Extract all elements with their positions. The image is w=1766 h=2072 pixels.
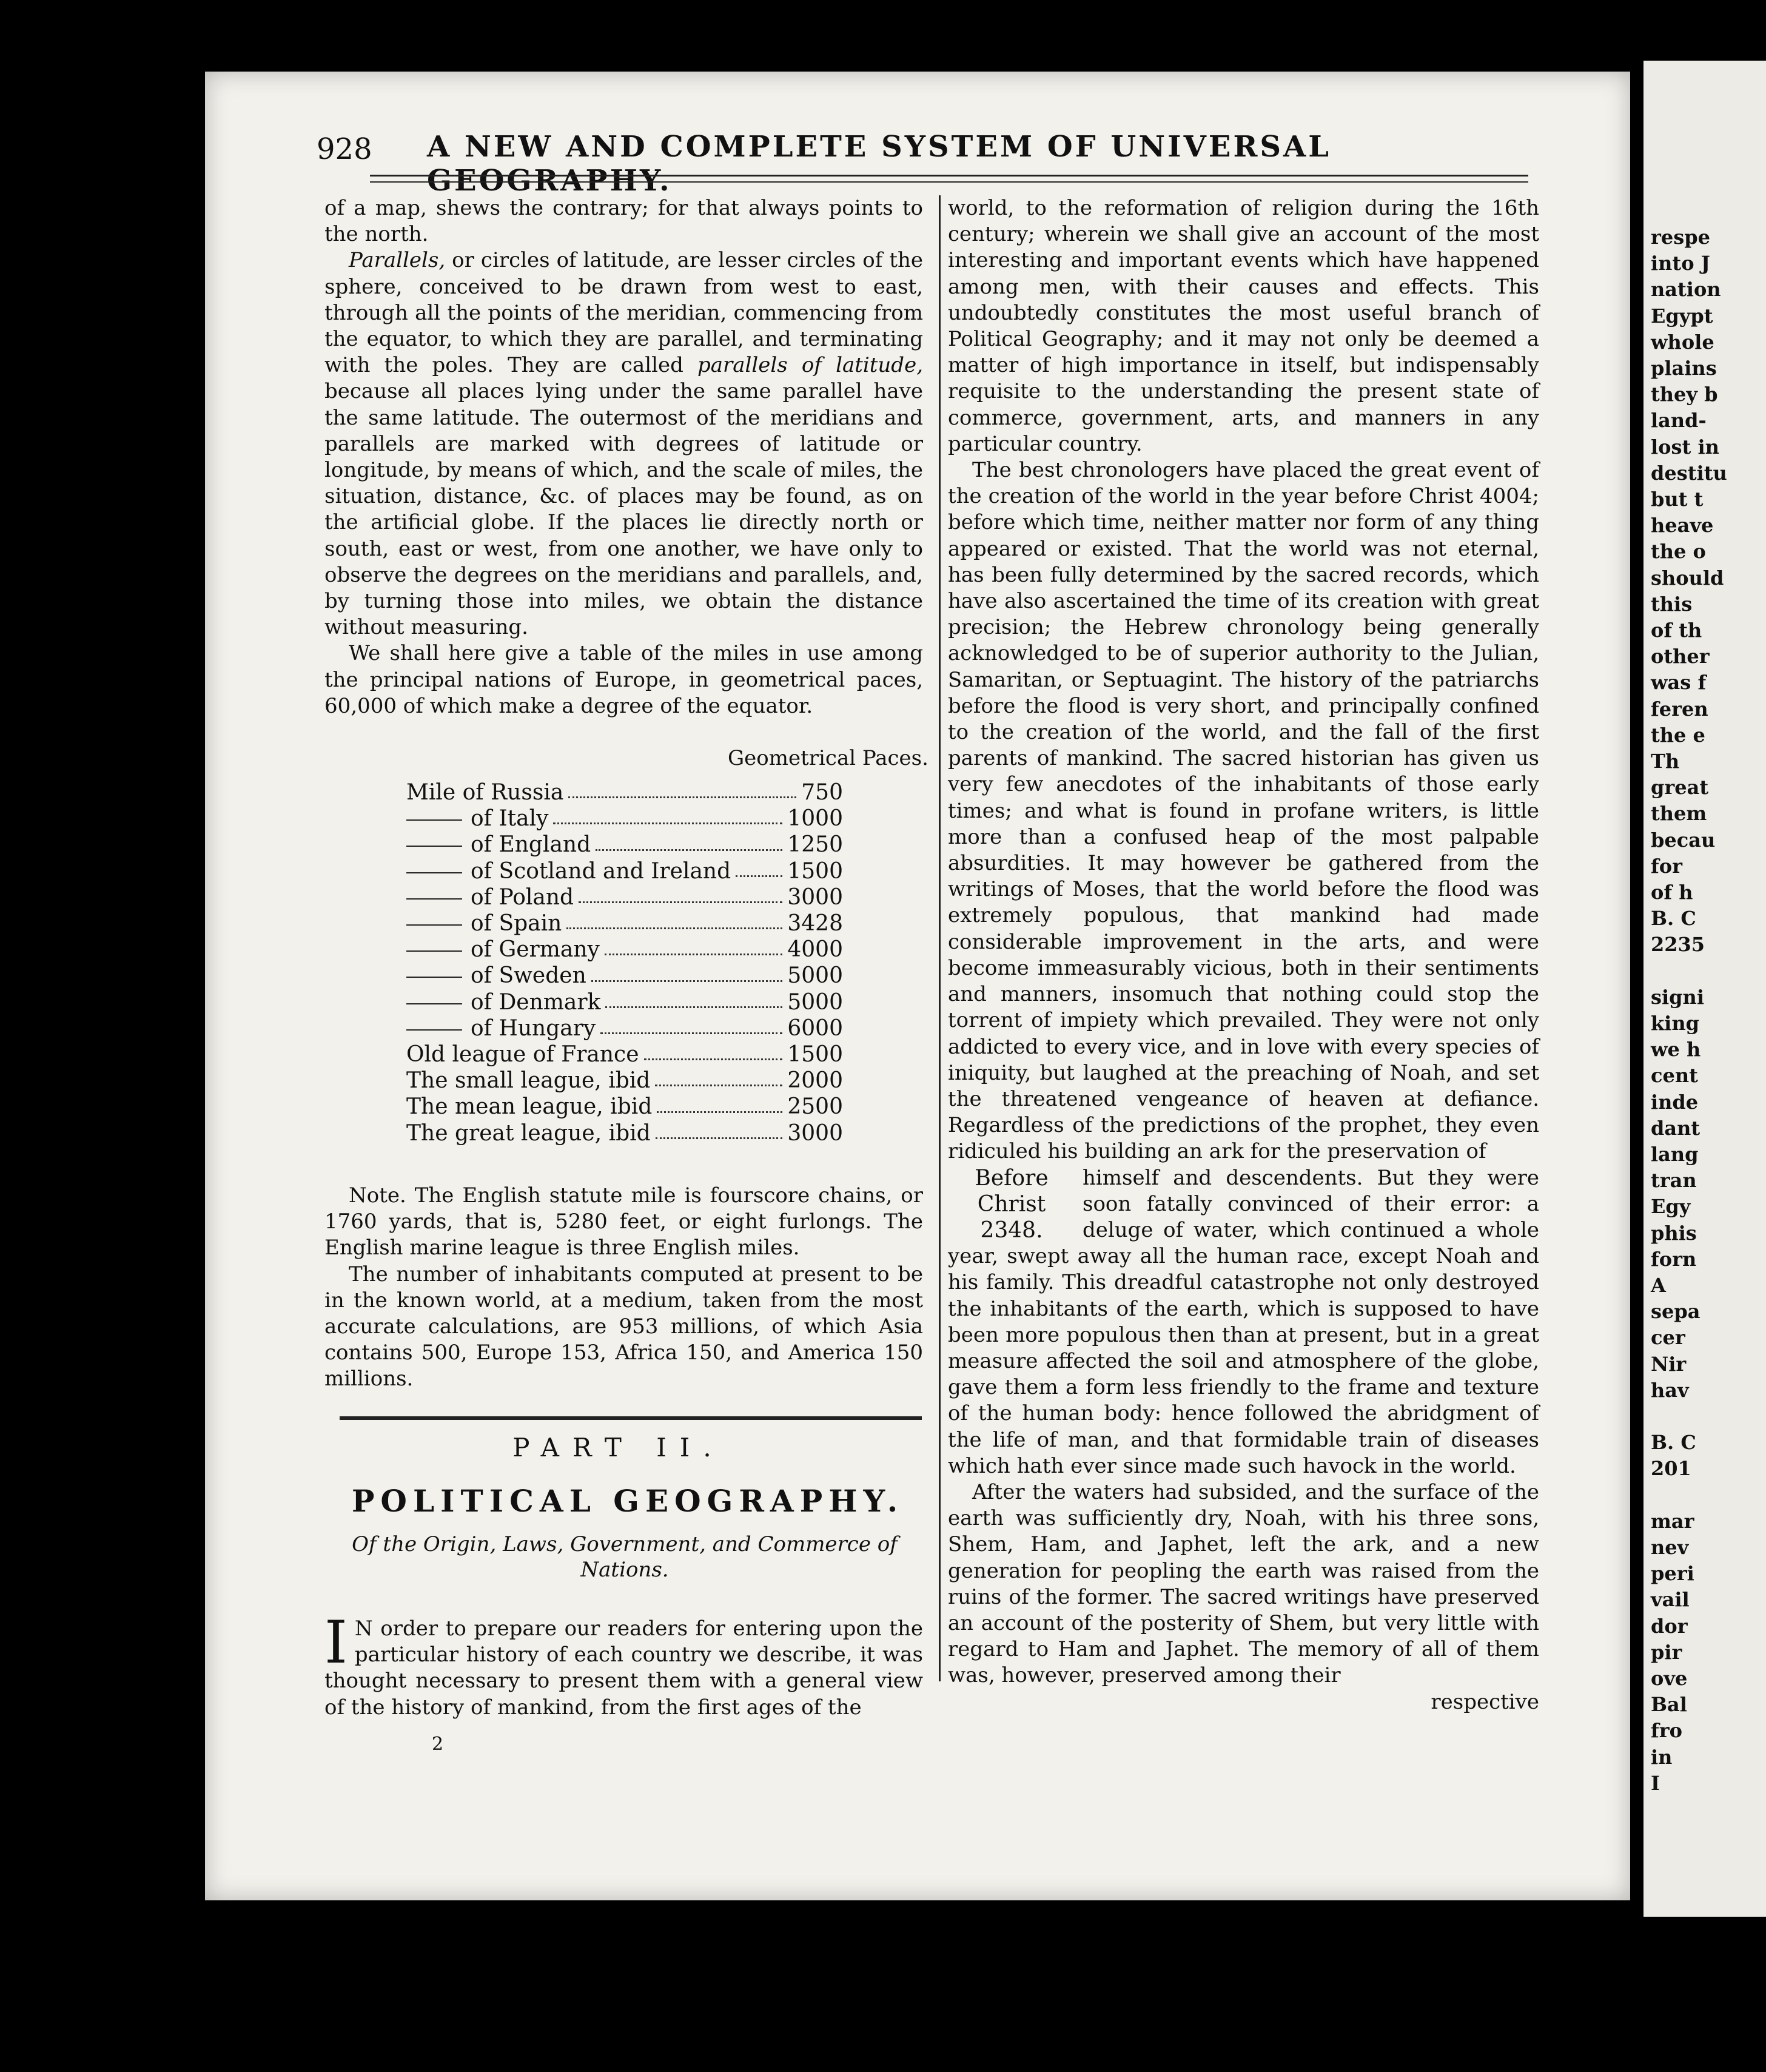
row-value: 3000 xyxy=(787,1120,843,1146)
row-value: 5000 xyxy=(787,989,843,1015)
leader-dots xyxy=(656,1120,783,1139)
edge-line: was f xyxy=(1651,671,1707,695)
edge-line: king xyxy=(1651,1012,1699,1035)
edge-line: Egy xyxy=(1651,1195,1691,1219)
edge-line: lost in xyxy=(1651,435,1719,459)
table-row xyxy=(406,989,843,1015)
text: himself and descendents. But they were soon fatally convinced of their error: a deluge of water, which continued a whole year, swept away all the human race, except Noah and his family. This dreadful catastrophe not only destroyed the inhabitants of the earth, which is supposed to have been more populous then than at present, but in a great measure affected the soil and atmosphere of the globe, gave them a form less friendly to the frame and texture of the human body: hence followed the abridgment of the life of man, and that formidable train of diseases which hath ever since made such havock in the world. xyxy=(948,1165,1539,1478)
column-divider xyxy=(939,195,941,1681)
row-value: 5000 xyxy=(787,963,843,989)
edge-line: 201 xyxy=(1651,1457,1691,1481)
edge-line: tran xyxy=(1651,1169,1697,1192)
edge-line: mar xyxy=(1651,1509,1694,1533)
edge-line: this xyxy=(1651,592,1693,616)
leader-dots xyxy=(657,1094,782,1112)
edge-line: for xyxy=(1651,854,1682,878)
edge-line: dor xyxy=(1651,1614,1688,1638)
row-value: 1250 xyxy=(787,832,843,858)
row-value: 2500 xyxy=(787,1094,843,1120)
edge-line: hav xyxy=(1651,1378,1689,1402)
section-subtitle: Of the Origin, Laws, Government, and Commerce of Nations. xyxy=(352,1532,898,1582)
edge-line: sepa xyxy=(1651,1300,1701,1324)
row-label-text: of England xyxy=(471,832,591,858)
table-row xyxy=(406,1068,843,1094)
table-row xyxy=(406,910,843,937)
edge-line: Nir xyxy=(1651,1352,1687,1376)
edge-line: signi xyxy=(1651,985,1704,1009)
edge-line: lang xyxy=(1651,1143,1699,1166)
row-value: 1500 xyxy=(787,1042,843,1068)
leader-dots xyxy=(605,989,782,1008)
text: because all places lying under the same parallel have the same latitude. The outermost of the meridians and parallels are marked with degrees of latitude or longitude, by means of which, and the scale of miles, the situation, distance, &c. of places may be found, as on the artificial globe. If the places lie directly north or south, east or west, from one another, we have only to observe the degrees on the meridians and parallels, and, by turning those into miles, we obtain the distance without measuring. xyxy=(324,379,923,640)
row-label-text: of Scotland and Ireland xyxy=(471,858,731,884)
paragraph-population: The number of inhabitants computed at present to be in the known world, at a medium, taken from the most accurate calculations, are 953 millions, of which Asia contains 500, Europe 153, Africa 150, and America 150 millions. xyxy=(324,1262,923,1391)
signature-mark: 2 xyxy=(432,1734,444,1755)
edge-line: of h xyxy=(1651,881,1693,904)
leader-dots xyxy=(600,1015,782,1034)
table-row xyxy=(406,1015,843,1041)
edge-line: nation xyxy=(1651,278,1721,301)
row-label-text: Old league of France xyxy=(406,1042,639,1068)
ditto-dash xyxy=(406,819,462,821)
table-row xyxy=(406,1120,843,1146)
term-parallels: Parallels, xyxy=(349,248,446,273)
edge-line: vail xyxy=(1651,1588,1690,1612)
row-label xyxy=(406,963,586,989)
edge-line: I xyxy=(1651,1771,1660,1795)
edge-line: the o xyxy=(1651,540,1706,563)
section-title: POLITICAL GEOGRAPHY. xyxy=(351,1483,904,1519)
edge-line: peri xyxy=(1651,1562,1694,1586)
row-value: 3428 xyxy=(787,911,843,937)
paragraph: After the waters had subsided, and the surface of the earth was sufficiently dry, Noah, with his three sons, Shem, Ham, and Japhet, left the ark, and a new generation for peopling the earth was raised from the ruins of the former. The sacred writings have preserved an account of the posterity of Shem, but very little with regard to Ham and Japhet. The memory of all of them was, however, preserved among their xyxy=(948,1479,1539,1688)
edge-line: inde xyxy=(1651,1090,1699,1114)
note-block xyxy=(324,1183,923,1393)
ditto-dash xyxy=(406,950,462,952)
row-value: 1500 xyxy=(787,858,843,884)
margin-note: Before Christ 2348. xyxy=(975,1165,1049,1243)
table-row xyxy=(406,1041,843,1068)
table-header: Geometrical Paces. xyxy=(728,746,928,770)
row-label xyxy=(406,1120,651,1146)
row-label-text: of Germany xyxy=(471,937,600,963)
table-row xyxy=(406,963,843,989)
edge-line: other xyxy=(1651,645,1710,668)
paragraph-deluge xyxy=(948,1165,1539,1479)
edge-line: they b xyxy=(1651,383,1718,406)
edge-line: becau xyxy=(1651,828,1716,852)
paragraph: We shall here give a table of the miles in use among the principal nations of Europe, in geometrical paces, 60,000 of which make a degree of the equator. xyxy=(324,641,923,718)
row-label-text: The great league, ibid xyxy=(406,1120,651,1146)
table-row xyxy=(406,832,843,858)
row-value: 2000 xyxy=(787,1068,843,1094)
edge-line: the e xyxy=(1651,723,1705,747)
edge-line: respe xyxy=(1651,226,1710,249)
edge-line: Bal xyxy=(1651,1693,1687,1717)
edge-line: phis xyxy=(1651,1221,1697,1245)
row-label-text: of Sweden xyxy=(471,963,586,989)
edge-line: fro xyxy=(1651,1719,1682,1743)
row-label-text: The small league, ibid xyxy=(406,1068,651,1094)
row-value: 1000 xyxy=(787,806,843,832)
edge-line: Th xyxy=(1651,750,1680,773)
table-row xyxy=(406,858,843,884)
row-label-text: Mile of Russia xyxy=(406,780,564,805)
paragraph: world, to the reformation of religion during the 16th century; wherein we shall give an account of the most interesting and important events which have happened among men, with their causes and effects. This undoubtedly constitutes the most useful branch of Political Geography; and it may not only be deemed a matter of high importance in itself, but indispensably requisite to the understanding the present state of commerce, government, arts, and manners in any particular country. xyxy=(948,196,1539,456)
edge-line: of th xyxy=(1651,619,1702,642)
edge-line: in xyxy=(1651,1745,1673,1769)
drop-cap: I xyxy=(324,1609,347,1677)
table-row xyxy=(406,937,843,963)
row-value: 750 xyxy=(801,780,843,805)
edge-line: destitu xyxy=(1651,461,1727,485)
part-heading: PART II. xyxy=(512,1433,725,1462)
table-row xyxy=(406,806,843,832)
edge-line: feren xyxy=(1651,697,1708,721)
row-label-text: of Denmark xyxy=(471,989,601,1015)
row-label xyxy=(406,1041,639,1068)
intro-text: N order to prepare our readers for entering upon the particular history of each country we describe, it was thought necessary to present them with a general view of the history of mankind, from the first ages of the xyxy=(324,1616,923,1720)
table-row xyxy=(406,884,843,910)
edge-line: into J xyxy=(1651,252,1710,275)
row-label xyxy=(406,1015,596,1041)
row-label xyxy=(406,1068,650,1094)
edge-line: great xyxy=(1651,776,1709,799)
ditto-dash xyxy=(406,898,462,900)
edge-line: B. C xyxy=(1651,1431,1696,1455)
edge-line: forn xyxy=(1651,1247,1697,1271)
term-parallels-of-latitude: parallels of latitude, xyxy=(697,353,924,378)
ditto-dash xyxy=(406,924,462,926)
row-label-text: of Spain xyxy=(471,911,562,937)
edge-line: cer xyxy=(1651,1326,1685,1350)
page-number: 928 xyxy=(317,132,372,166)
row-label-text: of Hungary xyxy=(471,1015,596,1041)
edge-line: dant xyxy=(1651,1116,1701,1140)
ditto-dash xyxy=(406,1029,462,1031)
row-label xyxy=(406,832,591,858)
edge-line: we h xyxy=(1651,1038,1701,1061)
leader-dots xyxy=(596,832,782,850)
section-rule xyxy=(340,1416,922,1420)
ditto-dash xyxy=(406,872,462,873)
ditto-dash xyxy=(406,846,462,847)
miles-table xyxy=(406,779,843,1146)
edge-line: but t xyxy=(1651,488,1704,511)
left-column-text xyxy=(324,195,923,719)
row-value: 4000 xyxy=(787,937,843,963)
edge-line: heave xyxy=(1651,514,1714,537)
edge-line: nev xyxy=(1651,1536,1689,1559)
edge-line: cent xyxy=(1651,1064,1698,1088)
leader-dots xyxy=(736,858,782,877)
intro-paragraph xyxy=(324,1609,923,1721)
edge-line: land- xyxy=(1651,409,1707,432)
row-label xyxy=(406,884,574,910)
running-header xyxy=(317,126,1529,198)
edge-line: should xyxy=(1651,566,1724,590)
row-label xyxy=(406,937,600,963)
row-label xyxy=(406,910,562,937)
leader-dots xyxy=(644,1041,783,1060)
leader-dots xyxy=(655,1068,782,1086)
leader-dots xyxy=(568,779,796,798)
edge-line: whole xyxy=(1651,330,1714,354)
ditto-dash xyxy=(406,1003,462,1004)
row-label xyxy=(406,989,600,1015)
row-label-text: of Italy xyxy=(471,806,549,832)
row-value: 6000 xyxy=(787,1015,843,1041)
edge-line: B. C xyxy=(1651,907,1696,930)
edge-line: pir xyxy=(1651,1640,1682,1664)
paragraph: The best chronologers have placed the great event of the creation of the world in the year before Christ 4004; before which time, neither matter nor form of any thing appeared or existed. That the world was not eternal, has been fully determined by the sacred records, which have also ascertained the time of its creation with great precision; the Hebrew chronology being generally acknowledged to be of superior authority to the Julian, Samaritan, or Septuagint. The history of the patriarchs before the flood is very short, and principally confined to the creation of the world, and the fall of the first parents of mankind. The sacred historian has given us very few anecdotes of the inhabitants of those early times; and what is found in profane writers, is little more than a confused heap of the most palpable absurdities. It may however be gathered from the writings of Moses, that the world before the flood was extremely populous, that mankind had made considerable improvement in the arts, and were become immeasurably vicious, both in their sentiments and manners, insomuch that nothing could stop the torrent of impiety which prevailed. They were not only addicted to every vice, and in love with every species of iniquity, but laughed at the preaching of Noah, and set the threatened vengeance of heaven at defiance. Regardless of the predictions of the prophet, they even ridiculed his building an ark for the preservation of xyxy=(948,458,1539,1164)
edge-line: ove xyxy=(1651,1667,1688,1690)
right-column-text xyxy=(948,195,1539,1715)
leader-dots xyxy=(579,884,782,903)
edge-line: 2235 xyxy=(1651,933,1705,957)
row-value: 3000 xyxy=(787,884,843,910)
edge-line: them xyxy=(1651,802,1707,826)
ditto-dash xyxy=(406,977,462,978)
table-row xyxy=(406,779,843,806)
row-label xyxy=(406,1094,652,1120)
leader-dots xyxy=(566,910,782,929)
paragraph-note: Note. The English statute mile is fourscore chains, or 1760 yards, that is, 5280 feet, or eight furlongs. The English marine league is three English miles. xyxy=(324,1183,923,1260)
row-label-text: The mean league, ibid xyxy=(406,1094,653,1120)
leader-dots xyxy=(553,806,782,824)
edge-line: plains xyxy=(1651,357,1717,380)
row-label xyxy=(406,858,731,884)
text: or circles of latitude, are lesser circles of the sphere, conceived to be drawn from west to east, through all the points of the meridian, commencing from the equator, to which they are parallel, and terminating with the poles. They are called xyxy=(324,248,923,378)
catchword: respective xyxy=(1431,1689,1539,1714)
row-label xyxy=(406,779,563,806)
leader-dots xyxy=(591,963,783,981)
edge-line: A xyxy=(1651,1274,1666,1297)
running-title: A NEW AND COMPLETE SYSTEM OF UNIVERSAL GEOGRAPHY. xyxy=(427,130,1331,198)
paragraph-parallels xyxy=(324,247,923,641)
edge-line: Egypt xyxy=(1651,304,1713,328)
paragraph: of a map, shews the contrary; for that always points to the north. xyxy=(324,196,923,247)
table-row xyxy=(406,1094,843,1120)
leader-dots xyxy=(605,937,783,955)
header-rule xyxy=(370,175,1528,183)
row-label-text: of Poland xyxy=(471,884,574,910)
row-label xyxy=(406,806,548,832)
next-page-edge xyxy=(1643,61,1766,1917)
